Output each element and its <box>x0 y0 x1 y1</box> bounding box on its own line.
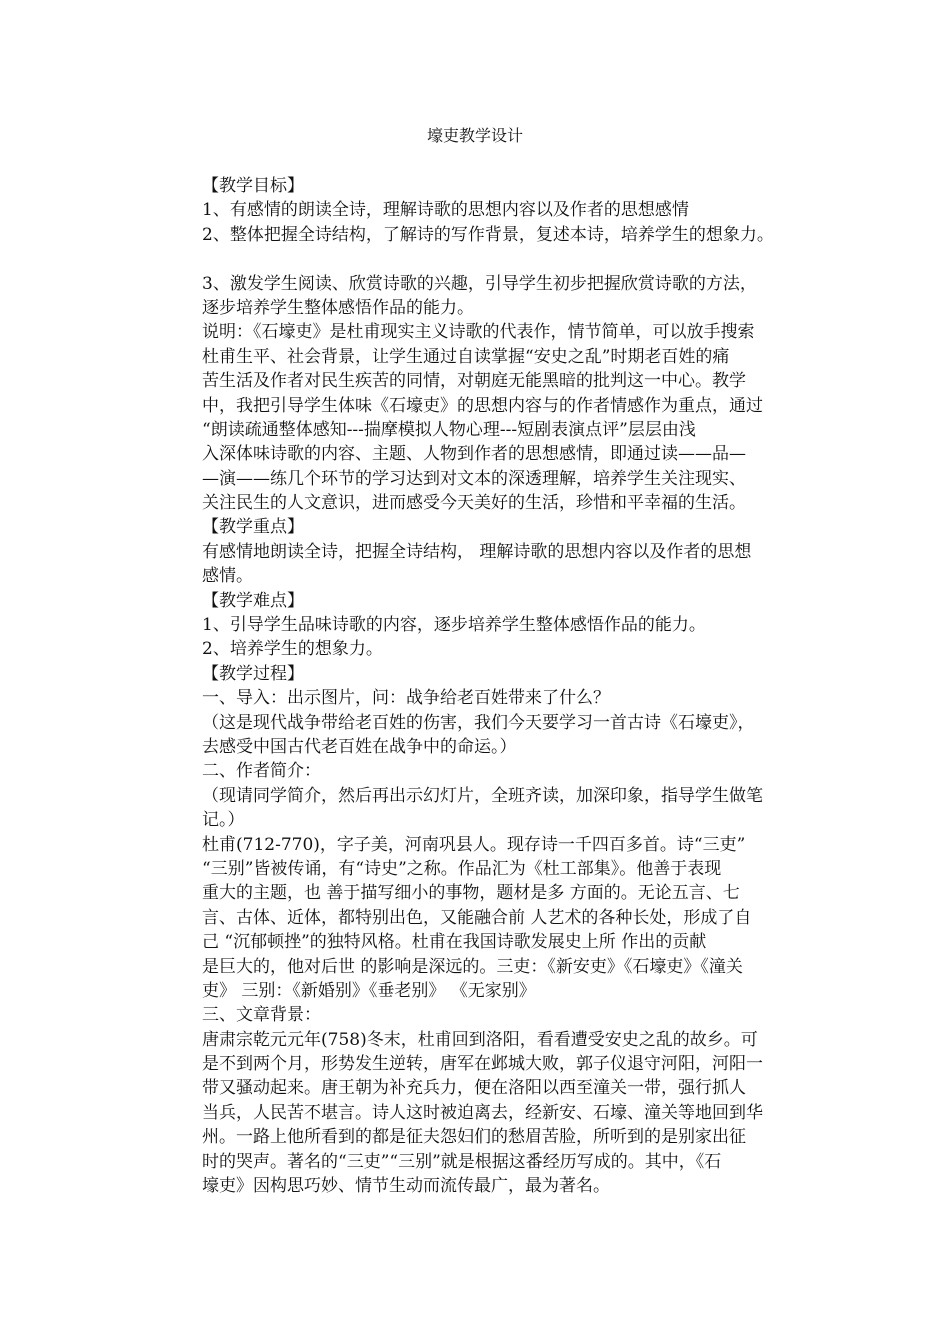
text-line: 说明：《石壕吏》是杜甫现实主义诗歌的代表作，情节简单，可以放手搜索 <box>202 322 755 343</box>
text-line: 1、有感情的朗读全诗，理解诗歌的思想内容以及作者的思想感情 <box>202 200 689 221</box>
text-line: 三、文章背景： <box>202 1005 321 1026</box>
text-line: 壕吏》因构思巧妙、情节生动而流传最广，最为著名。 <box>202 1176 610 1197</box>
text-line: 3、激发学生阅读、欣赏诗歌的兴趣，引导学生初步把握欣赏诗歌的方法， <box>202 273 757 294</box>
text-line: 入深体味诗歌的内容、主题、人物到作者的思想感情，即通过读——品— <box>202 444 746 465</box>
document-title: 壕吏教学设计 <box>426 126 523 145</box>
text-line: 【教学过程】 <box>202 663 304 684</box>
text-line: 二、作者简介： <box>202 761 321 782</box>
text-line: 感情。 <box>202 566 253 587</box>
text-line: 【教学重点】 <box>202 517 304 538</box>
text-line: 己 “沉郁顿挫”的独特风格。杜甫在我国诗歌发展史上所 作出的贡献 <box>202 932 707 953</box>
text-line: 是巨大的，他对后世 的影响是深远的。三吏：《新安吏》《石壕吏》《潼关 <box>202 956 743 977</box>
text-line: 一、导入：出示图片，问：战争给老百姓带来了什么？ <box>202 688 610 709</box>
text-line: 2、培养学生的想象力。 <box>202 639 383 660</box>
text-line: 逐步培养学生整体感悟作品的能力。 <box>202 297 474 318</box>
text-line: 【教学目标】 <box>202 176 304 196</box>
text-line: 关注民生的人文意识，进而感受今天美好的生活，珍惜和平幸福的生活。 <box>202 493 746 514</box>
document-body <box>202 174 812 1198</box>
text-line: （这是现代战争带给老百姓的伤害，我们今天要学习一首古诗《石壕吏》， <box>202 712 755 733</box>
text-line: （现请同学简介，然后再出示幻灯片，全班齐读，加深印象，指导学生做笔 <box>202 785 763 806</box>
text-line: 吏》 三别：《新婚别》《垂老别》 《无家别》 <box>202 980 536 1001</box>
text-line: 带又骚动起来。唐王朝为补充兵力，便在洛阳以西至潼关一带，强行抓人 <box>202 1078 746 1099</box>
text-line: 州。一路上他所看到的都是征夫怨妇们的愁眉苦脸，所听到的是别家出征 <box>202 1127 746 1148</box>
text-line: 苦生活及作者对民生疾苦的同情，对朝庭无能黑暗的批判这一中心。教学 <box>202 371 746 392</box>
text-line: 重大的主题，也 善于描写细小的事物，题材是多 方面的。无论五言、七 <box>202 883 740 904</box>
text-line: 是不到两个月，形势发生逆转，唐军在邺城大败，郭子仪退守河阳，河阳一 <box>202 1054 763 1075</box>
text-line: 杜甫生平、社会背景，让学生通过自读掌握“安史之乱”时期老百姓的痛 <box>202 346 730 367</box>
text-line: 中，我把引导学生体味《石壕吏》的思想内容与的作者情感作为重点，通过 <box>202 395 763 416</box>
text-line: 【教学难点】 <box>202 590 304 611</box>
text-line: 时的哭声。著名的“三吏”“三别”就是根据这番经历写成的。其中，《石 <box>202 1151 722 1172</box>
text-line: “三别”皆被传诵，有“诗史”之称。作品汇为《杜工部集》。他善于表现 <box>202 858 722 879</box>
text-line: 有感情地朗读全诗，把握全诗结构， 理解诗歌的思想内容以及作者的思想 <box>202 541 752 562</box>
text-line: —演——练几个环节的学习达到对文本的深透理解，培养学生关注现实、 <box>202 468 746 489</box>
blank-line <box>202 247 812 271</box>
text-line: 2、整体把握全诗结构，了解诗的写作背景，复述本诗，培养学生的想象力。 <box>202 224 774 245</box>
text-line: 当兵，人民苦不堪言。诗人这时被迫离去，经新安、石壕、潼关等地回到华 <box>202 1102 763 1123</box>
text-line: 唐肃宗乾元元年(758)冬末，杜甫回到洛阳，看看遭受安史之乱的故乡。可 <box>202 1029 758 1050</box>
text-line: “朗读疏通整体感知---揣摩模拟人物心理---短剧表演点评”层层由浅 <box>202 419 696 440</box>
text-line: 去感受中国古代老百姓在战争中的命运。） <box>202 736 517 757</box>
text-line: 记。） <box>202 810 245 831</box>
text-line: 1、引导学生品味诗歌的内容，逐步培养学生整体感悟作品的能力。 <box>202 615 706 636</box>
text-line: 杜甫(712-770)，字子美，河南巩县人。现存诗一千四百多首。诗“三吏” <box>202 834 746 855</box>
text-line: 言、古体、近体，都特别出色，又能融合前 人艺术的各种长处，形成了自 <box>202 907 752 928</box>
